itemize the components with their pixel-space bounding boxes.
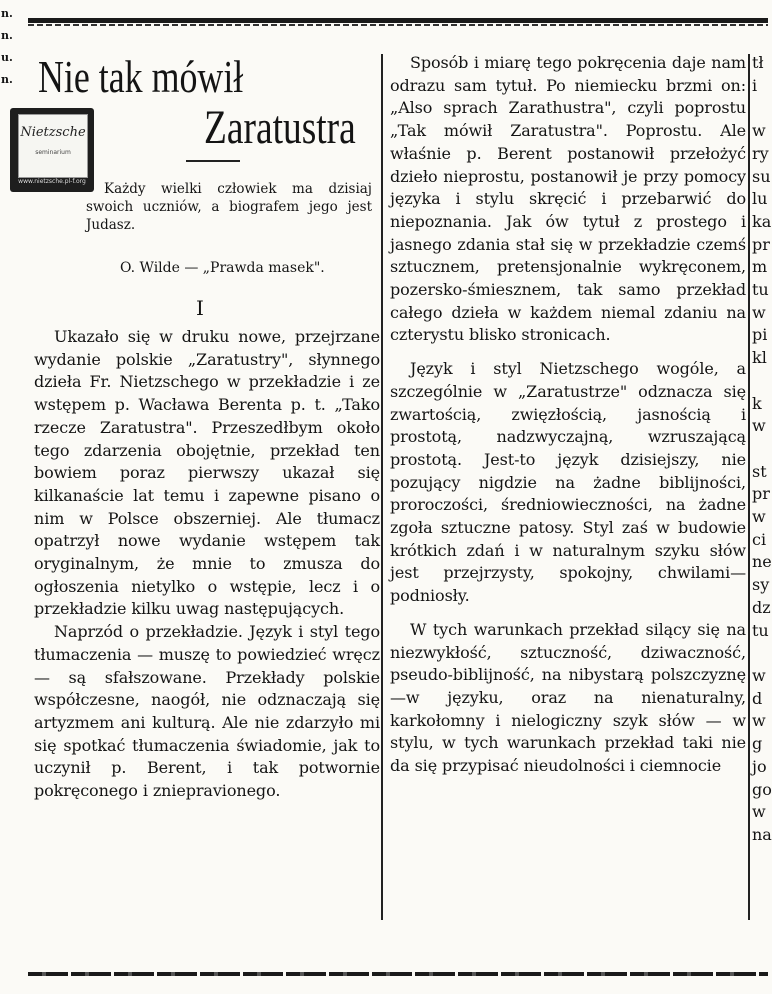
stamp-subtitle: seminarium <box>35 149 71 156</box>
column-middle <box>390 52 746 778</box>
right-column-fragment <box>752 370 768 393</box>
paragraph: Język i styl Nietzschego wogóle, a szczególnie w „Zaratustrze" odznacza się zwartością, zwięzłością, jasnością i prostotą, nadzwyczajną, wzruszającą prostotą. Jest-to język dzisiejszy, nie pozujący nigdzie na żadne biblijności, proroczości, średniowieczności, na żadne zgoła sztuczne patosy. Styl zaś w budowie krótkich zdań i w naturalnym szyku słów jest przejrzysty, spokojny, chwilami—podniosły. <box>390 359 746 606</box>
right-column-fragment: w <box>752 665 766 685</box>
bottom-rule <box>28 972 768 976</box>
margin-fragment: n. <box>1 73 13 86</box>
right-column-fragment: lu <box>752 189 768 209</box>
column-right-cut <box>752 52 772 847</box>
right-column-fragment: ka <box>752 211 772 231</box>
right-column-fragment: tu <box>752 280 769 300</box>
right-column-fragment: k <box>752 393 762 413</box>
margin-fragment: u. <box>1 51 13 64</box>
right-column-fragment: ry <box>752 143 769 163</box>
right-column-fragment: sy <box>752 575 770 595</box>
epigraph-source: O. Wilde — „Prawda masek". <box>120 260 325 276</box>
right-column-fragment: st <box>752 461 767 481</box>
column-separator-right <box>748 54 750 920</box>
right-column-fragment: go <box>752 779 772 799</box>
right-column-fragment <box>752 642 768 665</box>
right-column-fragment: ne <box>752 552 772 572</box>
epigraph: Każdy wielki człowiek ma dzisiaj swoich uczniów, a biografem jego jest Judasz. <box>86 181 372 233</box>
article-title-line-2: Zaratustra <box>204 101 356 154</box>
margin-fragment: n. <box>1 7 13 20</box>
right-column-fragment: i <box>752 75 758 95</box>
right-column-fragment: su <box>752 166 771 186</box>
right-column-fragment: pi <box>752 325 768 345</box>
paragraph: Ukazało się w druku nowe, przejrzane wydanie polskie „Zaratustry", słynnego dzieła Fr. Nietzschego w przekładzie i ze wstępem p. Wacława Berenta p. t. „Tako rzecze Zaratustra". Przeszedłbym około tego zdarzenia obojętnie, przekład ten bowiem poraz pierwszy ukazał się kilkanaście lat temu i zapewne pisano o nim w Polsce obszerniej. Ale tłumacz opatrzył nowe wydanie wstępem tak oryginalnym, że mnie to zmusza do ogłoszenia nietylko o wstępie, lecz i o przekładzie kilku uwag następujących. <box>34 327 380 619</box>
right-column-fragment: m <box>752 257 768 277</box>
paragraph: Naprzód o przekładzie. Język i styl tego tłumaczenia — muszę to powiedzieć wręcz — są sfałszowane. Przekłady polskie współczesne, naogół, nie odznaczają się artyzmem ani kulturą. Ale nie zdarzyło mi się spotkać tłumaczenia świadomie, jak to uczynił p. Berent, i tak potwornie pokręconego i zniepravionego. <box>34 622 380 801</box>
right-column-fragment: jo <box>752 756 767 776</box>
right-column-fragment: ci <box>752 529 767 549</box>
right-column-fragment <box>752 438 768 461</box>
right-column-fragment: dz <box>752 597 771 617</box>
right-column-fragment: w <box>752 416 766 436</box>
right-column-fragment: pr <box>752 484 770 504</box>
stamp-url: www.nietzsche.pl-f.org <box>18 178 86 185</box>
right-column-fragment: w <box>752 302 766 322</box>
right-column-fragment: w <box>752 711 766 731</box>
stamp-script: Nietzsche <box>20 125 86 140</box>
stamp-label <box>18 114 88 178</box>
top-rule-dashes <box>28 24 768 26</box>
right-column-fragment: g <box>752 734 763 754</box>
right-column-fragment: kl <box>752 348 767 368</box>
library-stamp <box>10 108 94 192</box>
top-rule <box>28 18 768 23</box>
right-column-fragment: na <box>752 824 772 844</box>
right-column-fragment: tu <box>752 620 769 640</box>
margin-fragment: n. <box>1 29 13 42</box>
right-column-fragment <box>752 97 768 120</box>
right-column-fragment: w <box>752 802 766 822</box>
column-left <box>34 326 380 803</box>
right-column-fragment: w <box>752 121 766 141</box>
paragraph: Sposób i miarę tego pokręcenia daje nam odrazu sam tytuł. Po niemiecku brzmi on: „Also sprach Zarathustra", czyli poprostu „Tak mówił Zaratustra". Poprostu. Ale właśnie p. Berent postanowił przełożyć dzieło nieprostu, postanowił je przy pomocy języka i stylu skręcić i przebarwić do niepoznania. Jak ów tytuł z prostego i jasnego zdania stał się w przekładzie czemś sztucznem, pretensjonalnie wykręconem, pozersko-śmiesznem, tak samo przekład całego dzieła w każdem niemal zdaniu na czterystu blisko stronicach. <box>390 53 746 345</box>
right-column-fragment: w <box>752 507 766 527</box>
right-column-fragment: tł <box>752 53 764 72</box>
right-column-fragment: d <box>752 688 763 708</box>
section-number: I <box>196 296 204 320</box>
right-column-fragment: pr <box>752 234 770 254</box>
paragraph: W tych warunkach przekład silący się na niezwykłość, sztuczność, dziwaczność, pseudo-biblijność, na nibystarą polszczyznę—w języku, oraz na nienaturalny, karkołomny i nielogiczny szyk słów — w stylu, w tych warunkach przekład taki nie da się przypisać nieudolności i ciemnocie <box>390 619 746 776</box>
article-title-line-1: Nie tak mówił <box>38 51 244 102</box>
column-separator-left <box>381 54 383 920</box>
title-divider <box>186 160 240 162</box>
